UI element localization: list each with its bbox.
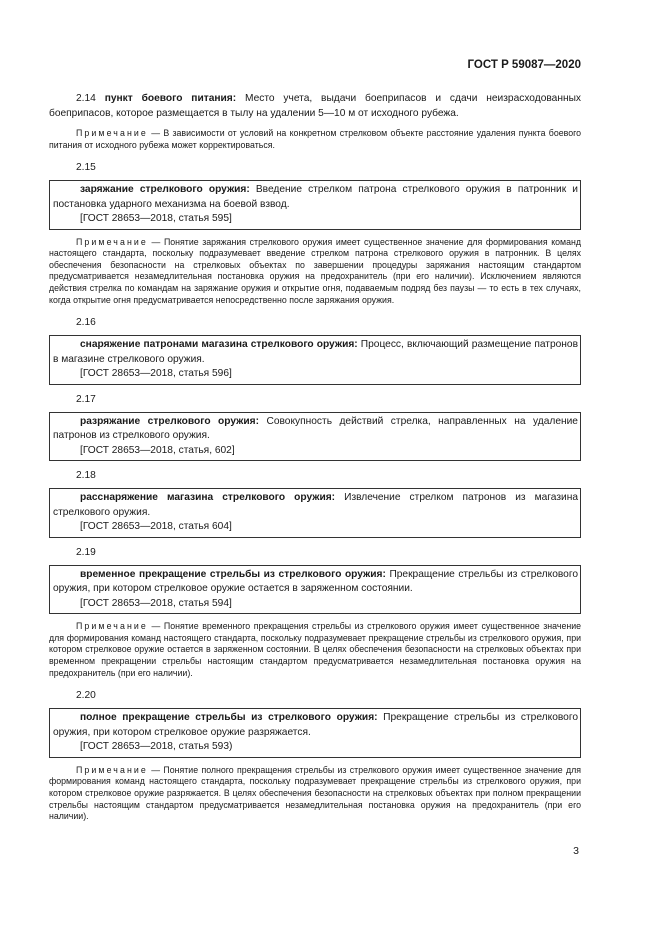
definition: Процесс, включающий размещение патронов в магазине стрелкового оружия.: [53, 339, 579, 365]
clause-number-2-18: 2.18: [76, 470, 96, 482]
definition: Место учета, выдачи боеприпасов и сдачи неизрасходованных боеприпасов, которое размещается в тылу на удалении 5—10 м от исходного рубежа.: [49, 93, 581, 119]
source-reference: [ГОСТ 28653—2018, статья 604]: [80, 521, 232, 533]
term-box-2-17: [49, 412, 581, 462]
note-2-20: [49, 765, 581, 823]
page-number: 3: [573, 845, 579, 857]
note-label: Примечание: [76, 621, 148, 632]
note-text: — В зависимости от условий на конкретном стрелковом объекте расстояние удаления пункта боевого питания от исходного рубежа может корректироваться.: [49, 128, 581, 150]
note-2-15: [49, 237, 581, 307]
term-box-2-18: [49, 488, 581, 538]
definition: Введение стрелком патрона стрелкового оружия в патронник и постановка ударного механизма на боевой взвод.: [53, 184, 578, 210]
term-box-2-19: [49, 565, 581, 615]
document-id: ГОСТ Р 59087—2020: [467, 59, 581, 71]
page-content: [49, 91, 581, 823]
note-2-19: [49, 621, 581, 679]
source-reference: [ГОСТ 28653—2018, статья 593): [80, 741, 233, 753]
note-label: Примечание: [76, 764, 148, 775]
clause-number: 2.14: [76, 93, 96, 104]
term: расснаряжение магазина стрелкового оружия:: [80, 492, 336, 504]
term: снаряжение патронами магазина стрелкового оружия:: [80, 339, 358, 351]
definition: Извлечение стрелком патронов из магазина стрелкового оружия.: [53, 492, 578, 518]
source-reference: [ГОСТ 28653—2018, статья 596]: [80, 368, 232, 380]
note-text: — Понятие заряжания стрелкового оружия имеет существенное значение для формирования команд настоящего стандарта, поскольку подразумевает введение стрелком патрона стрелкового оружия в патронник. В целях обеспечения безопасности на стрелковых объектах по завершении процедуры заряжания настоящим стандартом предусматривается незамедлительная постановка оружия на предохранитель (при его наличии). Исключением являются действия стрелка по командам на заряжание оружия и открытие огня, подаваемым подряд без паузы — то есть в тех случаях, когда открытие огня предусматривается непосредственно после заряжания оружия.: [49, 236, 581, 305]
clause-2-14: [49, 91, 581, 121]
definition: Прекращение стрельбы из стрелкового оружия, при котором стрелковое оружие разряжается.: [53, 712, 578, 738]
definition: Прекращение стрельбы из стрелкового оружия, при котором стрелковое оружие остается в заряженном состоянии.: [53, 568, 578, 595]
clause-number-2-20: 2.20: [76, 690, 96, 702]
term: полное прекращение стрельбы из стрелкового оружия:: [80, 712, 378, 724]
clause-number-2-16: 2.16: [76, 317, 96, 329]
definition: Совокупность действий стрелка, направленных на удаление патронов из стрелкового оружия.: [53, 415, 578, 442]
term-box-2-20: [49, 708, 581, 758]
term-box-2-15: [49, 180, 581, 230]
source-reference: [ГОСТ 28653—2018, статья 594]: [80, 597, 232, 609]
note-text: — Понятие полного прекращения стрельбы из стрелкового оружия имеет существенное значение для формирования команд настоящего стандарта, поскольку подразумевает прекращение стрельбы из стрелкового оружия, при котором стрелковое оружие разряжается. В целях обеспечения безопасности на стрелковых объектах при полном прекращении стрельбы настоящим стандартом предусматривается незамедлительная постановка оружия на предохранитель (при его наличии).: [49, 764, 582, 822]
source-reference: [ГОСТ 28653—2018, статья, 602]: [80, 444, 235, 456]
source-reference: [ГОСТ 28653—2018, статья 595]: [80, 213, 232, 225]
term: пункт боевого питания:: [104, 93, 237, 104]
note-label: Примечание: [76, 128, 148, 138]
term: разряжание стрелкового оружия:: [80, 415, 259, 427]
term-box-2-16: [49, 335, 581, 385]
clause-number-2-17: 2.17: [76, 393, 96, 405]
clause-number-2-19: 2.19: [76, 546, 96, 558]
note-label: Примечание: [76, 236, 148, 247]
term: заряжание стрелкового оружия:: [80, 184, 250, 196]
note-text: — Понятие временного прекращения стрельбы из стрелкового оружия имеет существенное значение для формирования команд настоящего стандарта, поскольку подразумевает прекращение стрельбы из стрелкового оружия, при котором стрелковое оружие остается в заряженном состоянии. В целях обеспечения безопасности на стрелковых объектах при временном прекращении стрельбы настоящим стандартом предусматривается незамедлительная постановка оружия на предохранитель (при его наличии).: [49, 621, 582, 678]
term: временное прекращение стрельбы из стрелкового оружия:: [80, 568, 386, 580]
note-2-14: [49, 128, 581, 151]
clause-number-2-15: 2.15: [76, 162, 96, 174]
